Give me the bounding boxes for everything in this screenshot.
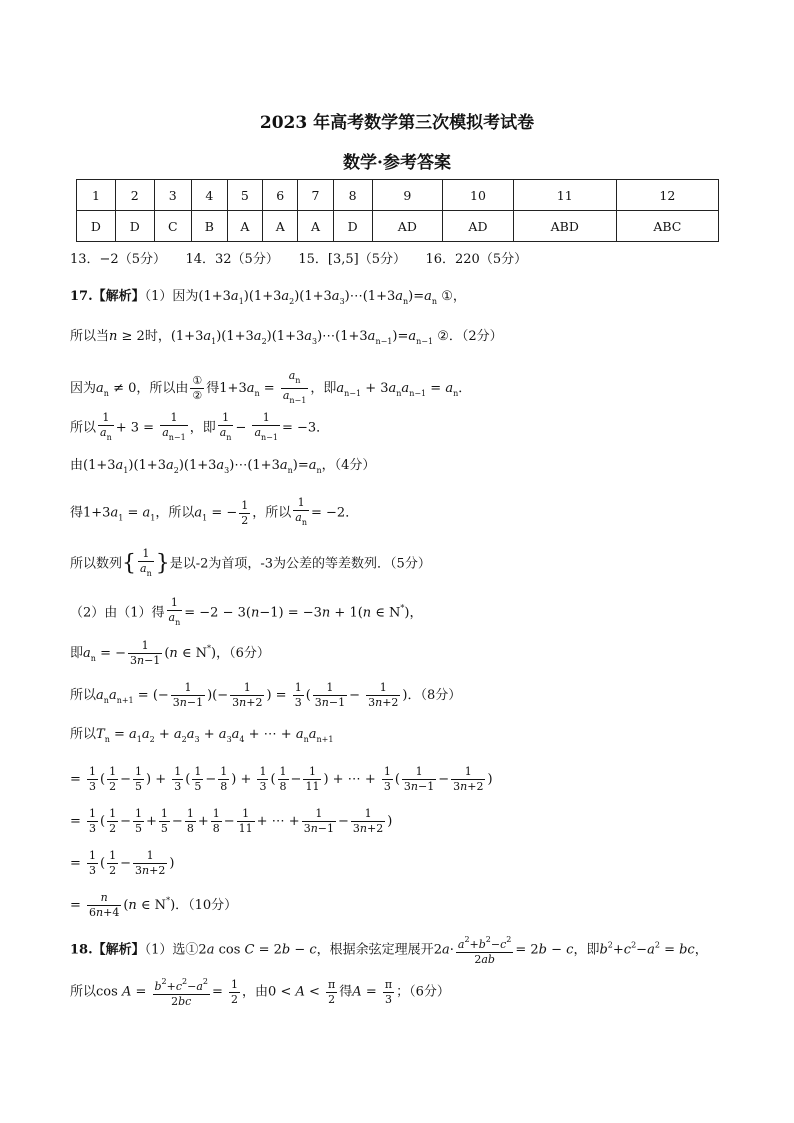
- answer-table-answer-cell: AD: [443, 211, 514, 242]
- answer-table-answer-cell: D: [77, 211, 116, 242]
- q17-line-15: = $\frac{n}{6n+4}$ (n ∈ N*)．（10分）: [70, 891, 238, 919]
- q17-line-9: 即$a_n$ = − $\frac{1}{3n-1}$ (n ∈ N*)，（6分）: [70, 639, 270, 667]
- q17-line-11: 所以$T_n = a_1a_2 + a_2a_3 + a_3a_4$ + ⋯ + $a_na_{n+1}$: [70, 727, 334, 744]
- answer-table-answer-cell: ABC: [616, 211, 718, 242]
- q17-line-1: 17.【解析】（1）因为$(1+3a_1)(1+3a_2)(1+3a_3)\cdots(1+3a_n)=a_n$ ①，: [70, 289, 466, 306]
- answer-table-number-cell: 2: [115, 180, 154, 211]
- answer-table-number-row: [77, 180, 719, 211]
- q17-line-10: 所以$a_na_{n+1}$ = (− $\frac{1}{3n-1}$ )(− $\frac{1}{3n+2}$ ) = $\frac{1}{3}$ ( $\frac{1}{3n-1}$ − $\frac{1}{3n+2}$ )．（8分）: [70, 681, 462, 709]
- answer-table-answer-cell: D: [115, 211, 154, 242]
- q17-line-8: （2）由（1）得 $\frac{1}{a_n}$ = −2 − 3(n−1) = −3n + 1(n ∈ N*)，: [70, 596, 423, 627]
- answer-table-answer-cell: A: [298, 211, 333, 242]
- q17-line-6: 得$1+3a_1 = a_1$，所以$a_1$ = − $\frac{1}{2}$ ，所以 $\frac{1}{a_n}$ = −2．: [70, 496, 359, 527]
- answer-table-number-cell: 12: [616, 180, 718, 211]
- q17-line-4: 所以 $\frac{1}{a_n}$ + 3 = $\frac{1}{a_{n-1}}$ ，即 $\frac{1}{a_n}$ − $\frac{1}{a_{n-1}}$ = −3．: [70, 411, 330, 442]
- answer-table-answer-row: [77, 211, 719, 242]
- answer-table-number-cell: 9: [372, 180, 443, 211]
- q17-line-7: 所以数列{ $\frac{1}{a_n}$ }是以-2为首项，-3为公差的等差数列．（5分）: [70, 547, 431, 578]
- answer-table-number-cell: 8: [333, 180, 372, 211]
- answer-table-answer-cell: C: [154, 211, 191, 242]
- fill-blank-answers: 13．−2（5分） 14．32（5分） 15．[3,5]（5分） 16．220（5分）: [70, 252, 528, 267]
- q17-line-3: 因为$a_n \ne 0$，所以由 $\frac{\text{①}}{\text{②}}$ 得$1+3a_n$ = $\frac{a_n}{a_{n-1}}$ ，即$a_{n-1} + 3a_na_{n-1} = a_n$．: [70, 369, 472, 405]
- page-title: 2023 年高考数学第三次模拟考试卷: [259, 113, 535, 133]
- answer-table-number-cell: 4: [191, 180, 227, 211]
- answer-table-number-cell: 10: [443, 180, 514, 211]
- q17-line-12: = $\frac{1}{3}$ ( $\frac{1}{2}$ − $\frac{1}{5}$ ) + $\frac{1}{3}$ ( $\frac{1}{5}$ − $\frac{1}{8}$ ) + $\frac{1}{3}$ ( $\frac{1}{8}$ − $\frac{1}{11}$ ) + ⋯ + $\frac{1}{3}$ ( $\frac{1}{3n-1}$ − $\frac{1}{3n+2}$ ): [70, 765, 493, 793]
- q17-label: 17.【解析】: [70, 289, 145, 304]
- answer-table-number-cell: 7: [298, 180, 333, 211]
- q17-line-2: 所以当n ≥ 2时，$(1+3a_1)(1+3a_2)(1+3a_3)\cdots(1+3a_{n-1})=a_{n-1}$ ②．（2分）: [70, 329, 503, 346]
- q18-line-1: 18.【解析】（1）选①2a cos C = 2b − c，根据余弦定理展开2a· $\frac{a^2+b^2-c^2}{2ab}$ = 2b − c，即$b^2+c^2-a^2$ = bc，: [70, 935, 708, 966]
- answer-table-number-cell: 3: [154, 180, 191, 211]
- q17-line-5: 由$(1+3a_1)(1+3a_2)(1+3a_3)\cdots(1+3a_n)=a_n$，（4分）: [70, 458, 376, 475]
- answer-table-number-cell: 11: [513, 180, 616, 211]
- answer-table-number-cell: 5: [227, 180, 262, 211]
- answer-table-answer-cell: ABD: [513, 211, 616, 242]
- answer-table-answer-cell: AD: [372, 211, 443, 242]
- answer-table-answer-cell: A: [227, 211, 262, 242]
- answer-table-number-cell: 1: [77, 180, 116, 211]
- q17-line-14: = $\frac{1}{3}$ ( $\frac{1}{2}$ − $\frac{1}{3n+2}$ ): [70, 849, 175, 877]
- answer-table: [76, 179, 719, 242]
- answer-table-answer-cell: D: [333, 211, 372, 242]
- q17-line-13: = $\frac{1}{3}$ ( $\frac{1}{2}$ − $\frac{1}{5}$ + $\frac{1}{5}$ − $\frac{1}{8}$ + $\frac{1}{8}$ − $\frac{1}{11}$ + ⋯ + $\frac{1}{3n-1}$ − $\frac{1}{3n+2}$ ): [70, 807, 393, 835]
- answer-table-answer-cell: A: [263, 211, 298, 242]
- answer-table-number-cell: 6: [263, 180, 298, 211]
- answer-table-answer-cell: B: [191, 211, 227, 242]
- q18-line-2: 所以cos A = $\frac{b^2+c^2-a^2}{2bc}$ = $\frac{1}{2}$ ，由0 < A < $\frac{\pi}{2}$ 得A = $\frac{\pi}{3}$ ；（6分）: [70, 977, 450, 1008]
- page-subtitle: 数学·参考答案: [343, 153, 451, 173]
- q18-label: 18.【解析】: [70, 942, 145, 958]
